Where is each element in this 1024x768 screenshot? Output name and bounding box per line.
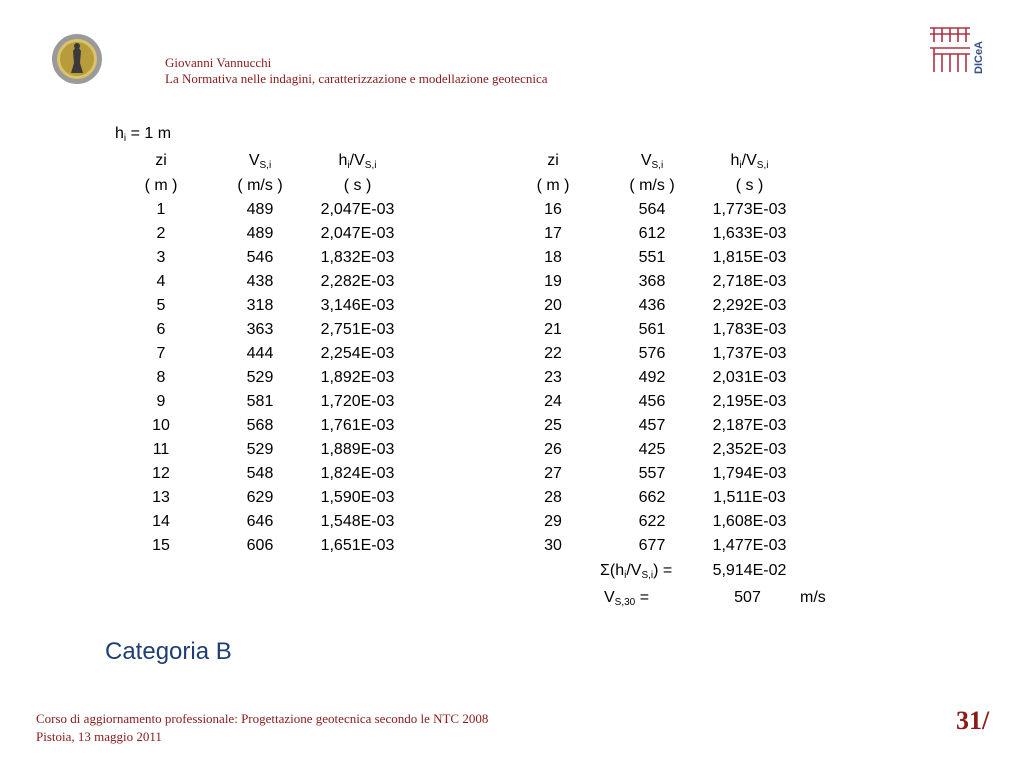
right-row-1-ratio: 1,773E-03 — [712, 201, 787, 218]
right-header-ratio: $h_i/V_{S,i}$ — [730, 152, 769, 171]
left-row-4-vs: 438 — [246, 273, 274, 290]
right-row-5-ratio: 2,292E-03 — [712, 297, 787, 314]
right-row-8-zi: 23 — [544, 369, 562, 386]
left-row-1-ratio: 2,047E-03 — [320, 201, 395, 218]
dicea-logo — [928, 24, 986, 78]
right-row-5-vs: 436 — [638, 297, 666, 314]
right-row-7-ratio: 1,737E-03 — [712, 345, 787, 362]
right-row-3-vs: 551 — [638, 249, 666, 266]
right-unit-z: ( m ) — [536, 177, 570, 194]
right-row-2-vs: 612 — [638, 225, 666, 242]
right-row-1-vs: 564 — [638, 201, 666, 218]
left-row-13-ratio: 1,590E-03 — [320, 489, 395, 506]
right-unit-t: ( s ) — [735, 177, 764, 194]
left-row-1-zi: 1 — [156, 201, 166, 218]
right-row-11-vs: 425 — [638, 441, 666, 458]
right-row-13-ratio: 1,511E-03 — [713, 489, 786, 506]
dicea-logo-text: DICeA — [973, 40, 985, 74]
sum-value: 5,914E-02 — [712, 562, 787, 579]
slide-header — [165, 55, 548, 87]
right-row-15-vs: 677 — [638, 537, 666, 554]
left-row-7-ratio: 2,254E-03 — [320, 345, 395, 362]
left-row-13-zi: 13 — [152, 489, 170, 506]
left-row-15-zi: 15 — [152, 537, 170, 554]
layer-thickness-label: $h_i = 1$ m — [115, 125, 172, 144]
right-row-1-zi: 16 — [544, 201, 562, 218]
left-row-9-zi: 9 — [156, 393, 166, 410]
left-row-14-ratio: 1,548E-03 — [320, 513, 395, 530]
left-row-3-vs: 546 — [246, 249, 274, 266]
left-row-9-ratio: 1,720E-03 — [320, 393, 395, 410]
left-row-2-zi: 2 — [156, 225, 166, 242]
left-row-8-zi: 8 — [156, 369, 166, 386]
left-row-6-zi: 6 — [156, 321, 166, 338]
left-row-5-zi: 5 — [156, 297, 166, 314]
right-row-11-zi: 26 — [544, 441, 562, 458]
left-header-zi: zi — [155, 152, 167, 169]
right-row-14-ratio: 1,608E-03 — [712, 513, 787, 530]
soil-category: Categoria B — [105, 638, 232, 665]
left-row-4-ratio: 2,282E-03 — [320, 273, 395, 290]
right-row-15-ratio: 1,477E-03 — [712, 537, 787, 554]
left-row-14-zi: 14 — [152, 513, 170, 530]
right-row-2-zi: 17 — [544, 225, 562, 242]
right-row-14-zi: 29 — [544, 513, 562, 530]
right-row-10-zi: 25 — [544, 417, 562, 434]
right-row-8-ratio: 2,031E-03 — [712, 369, 787, 386]
left-row-6-vs: 363 — [246, 321, 274, 338]
left-row-10-ratio: 1,761E-03 — [320, 417, 395, 434]
right-row-9-ratio: 2,195E-03 — [712, 393, 787, 410]
right-row-7-vs: 576 — [638, 345, 666, 362]
left-row-14-vs: 646 — [246, 513, 274, 530]
left-row-9-vs: 581 — [246, 393, 274, 410]
left-row-12-vs: 548 — [246, 465, 274, 482]
left-row-6-ratio: 2,751E-03 — [320, 321, 395, 338]
left-row-11-zi: 11 — [152, 441, 170, 458]
right-row-2-ratio: 1,633E-03 — [712, 225, 787, 242]
left-unit-z: ( m ) — [144, 177, 178, 194]
right-row-3-ratio: 1,815E-03 — [712, 249, 787, 266]
right-row-14-vs: 622 — [638, 513, 666, 530]
left-row-7-zi: 7 — [156, 345, 166, 362]
left-row-15-vs: 606 — [246, 537, 274, 554]
right-row-9-zi: 24 — [544, 393, 562, 410]
right-row-7-zi: 22 — [544, 345, 562, 362]
right-row-15-zi: 30 — [544, 537, 562, 554]
footer-course: Corso di aggiornamento professionale: Progettazione geotecnica secondo le NTC 2008 — [36, 711, 489, 726]
left-row-2-ratio: 2,047E-03 — [320, 225, 395, 242]
header-author: Giovanni Vannucchi — [165, 55, 272, 70]
left-row-15-ratio: 1,651E-03 — [320, 537, 395, 554]
right-row-6-zi: 21 — [544, 321, 562, 338]
vs30-unit: m/s — [800, 589, 826, 606]
left-row-7-vs: 444 — [246, 345, 274, 362]
left-row-5-vs: 318 — [246, 297, 274, 314]
footer-date: Pistoia, 13 maggio 2011 — [36, 729, 162, 744]
left-header-ratio: $h_i/V_{S,i}$ — [338, 152, 377, 171]
left-row-3-zi: 3 — [156, 249, 166, 266]
right-row-6-ratio: 1,783E-03 — [712, 321, 787, 338]
right-row-10-ratio: 2,187E-03 — [712, 417, 787, 434]
left-row-8-vs: 529 — [246, 369, 274, 386]
right-row-13-zi: 28 — [544, 489, 562, 506]
left-unit-t: ( s ) — [343, 177, 372, 194]
sum-label: $\Sigma(h_i/V_{S,i})$ = — [600, 562, 673, 581]
right-row-4-zi: 19 — [544, 273, 562, 290]
right-row-13-vs: 662 — [638, 489, 666, 506]
left-row-11-ratio: 1,889E-03 — [320, 441, 395, 458]
left-unit-v: ( m/s ) — [237, 177, 283, 194]
left-row-12-zi: 12 — [152, 465, 170, 482]
left-row-1-vs: 489 — [246, 201, 274, 218]
left-row-10-zi: 10 — [152, 417, 170, 434]
left-row-11-vs: 529 — [246, 441, 274, 458]
left-row-2-vs: 489 — [246, 225, 274, 242]
left-row-3-ratio: 1,832E-03 — [320, 249, 395, 266]
right-header-zi: zi — [547, 152, 559, 169]
right-unit-v: ( m/s ) — [629, 177, 675, 194]
right-row-12-zi: 27 — [544, 465, 562, 482]
right-header-vs: $V_{S,i}$ — [640, 152, 664, 171]
university-seal-logo — [51, 33, 103, 85]
right-row-12-ratio: 1,794E-03 — [712, 465, 787, 482]
right-row-11-ratio: 2,352E-03 — [712, 441, 787, 458]
right-row-3-zi: 18 — [544, 249, 562, 266]
vs30-value: 507 — [734, 589, 761, 606]
right-row-5-zi: 20 — [544, 297, 562, 314]
right-row-9-vs: 456 — [638, 393, 666, 410]
right-row-8-vs: 492 — [638, 369, 666, 386]
right-row-4-vs: 368 — [638, 273, 666, 290]
header-title: La Normativa nelle indagini, caratterizzazione e modellazione geotecnica — [165, 71, 548, 86]
right-row-4-ratio: 2,718E-03 — [712, 273, 787, 290]
left-row-4-zi: 4 — [156, 273, 166, 290]
left-row-10-vs: 568 — [246, 417, 274, 434]
right-row-6-vs: 561 — [638, 321, 666, 338]
left-row-8-ratio: 1,892E-03 — [320, 369, 395, 386]
right-row-12-vs: 557 — [638, 465, 666, 482]
left-row-12-ratio: 1,824E-03 — [320, 465, 395, 482]
left-row-13-vs: 629 — [246, 489, 274, 506]
left-row-5-ratio: 3,146E-03 — [320, 297, 395, 314]
vs30-label: $V_{S,30}$ = — [604, 589, 650, 608]
page-number: 31/ — [956, 706, 990, 735]
right-row-10-vs: 457 — [638, 417, 666, 434]
left-header-vs: $V_{S,i}$ — [248, 152, 272, 171]
footer — [36, 710, 488, 746]
